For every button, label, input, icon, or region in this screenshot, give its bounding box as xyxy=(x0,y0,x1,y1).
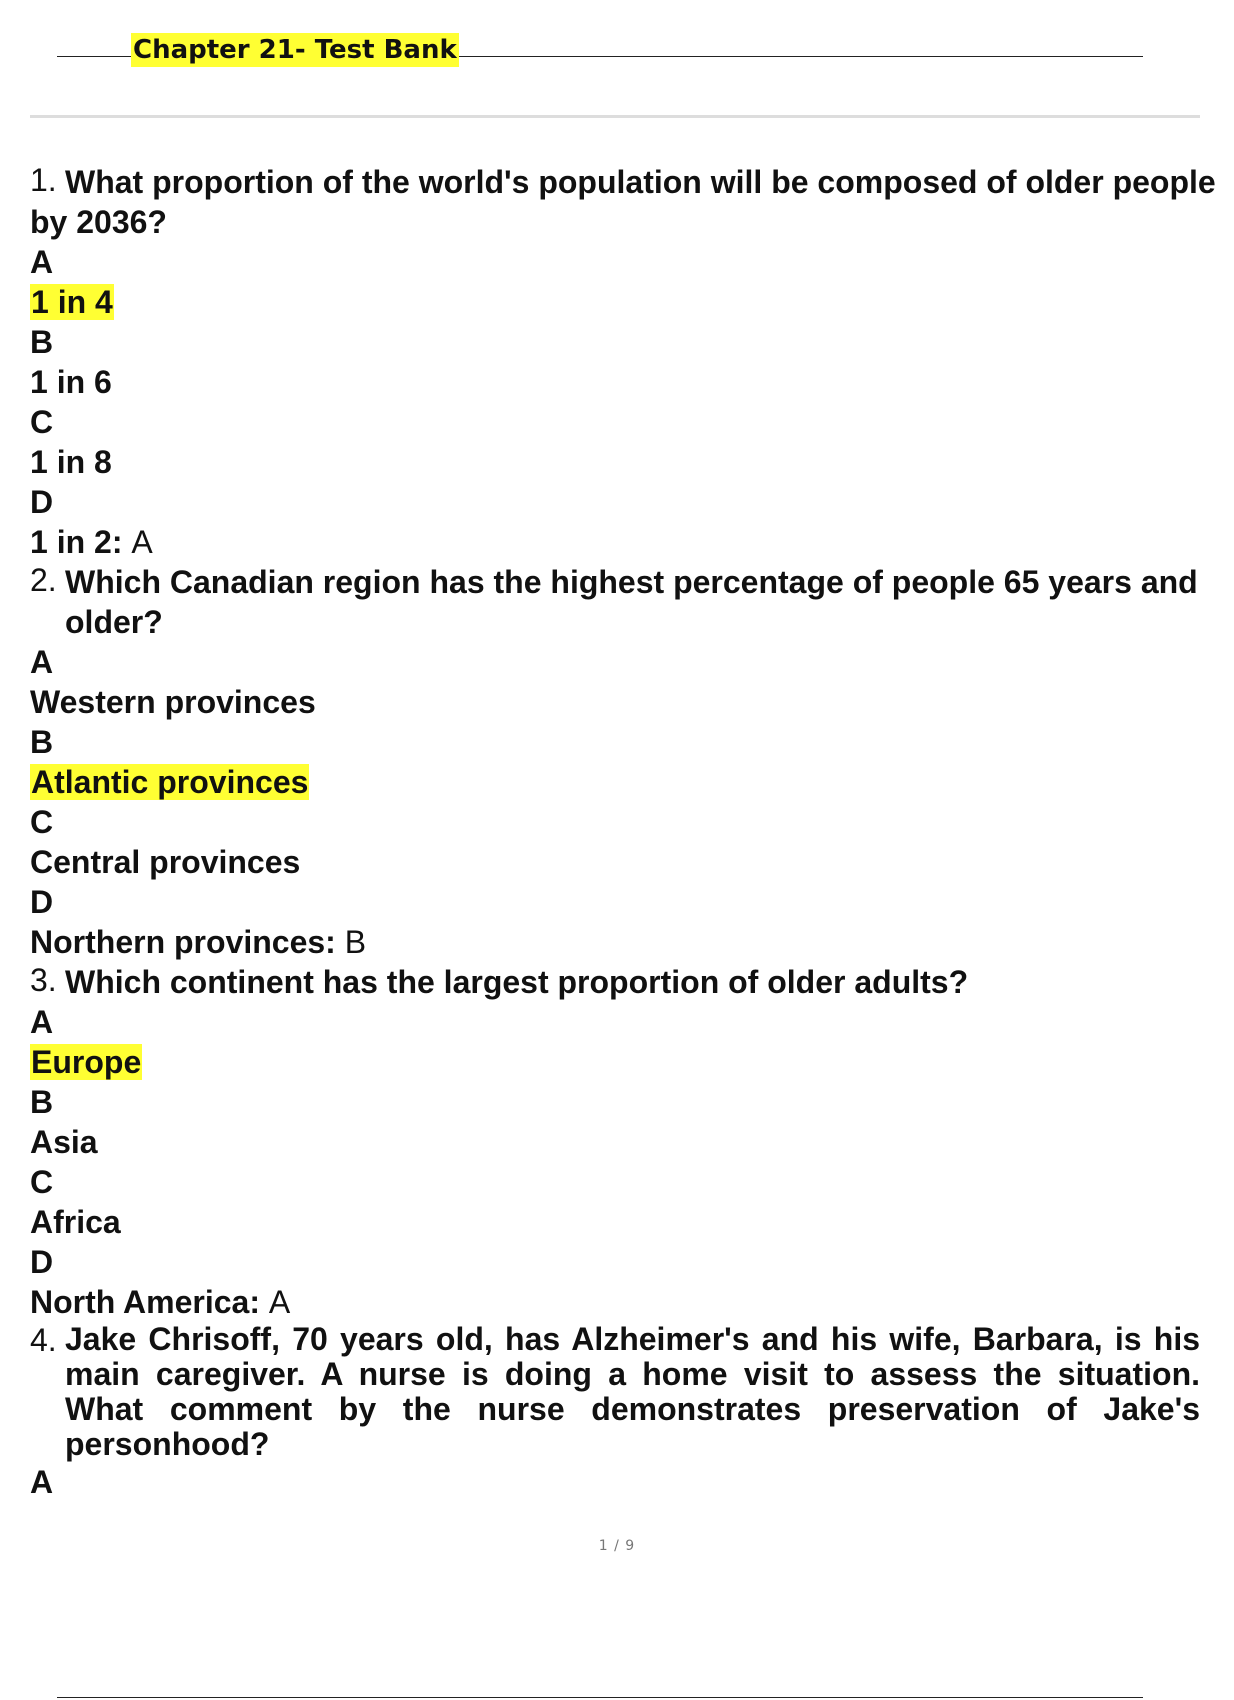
option-letter: C xyxy=(30,404,54,440)
question-text: Jake Chrisoff, 70 years old, has Alzheimer's and his wife, Barbara, is his main caregiver. A nurse is doing a home visit to assess the situation. What comment by the nurse demonstrates preservation of Jake's personhood? xyxy=(65,1321,1200,1462)
option-letter: C xyxy=(30,804,54,840)
option-text: Asia xyxy=(30,1124,98,1160)
question-number: 1. xyxy=(30,162,57,198)
option-letter: D xyxy=(30,1244,54,1280)
option-text: Africa xyxy=(30,1204,121,1240)
option-text-correct xyxy=(30,282,1200,322)
question-text: Which continent has the largest proportion of older adults? xyxy=(65,964,969,1000)
answer-highlight: 1 in 4 xyxy=(31,284,113,320)
option-letter: D xyxy=(30,884,54,920)
option-text-correct xyxy=(30,1042,1200,1082)
option-letter: C xyxy=(30,1164,54,1200)
option-letter: B xyxy=(30,724,54,760)
option-letter: A xyxy=(30,244,54,280)
option-letter: D xyxy=(30,484,54,520)
page-indicator: 1 / 9 xyxy=(598,1538,636,1554)
question-number: 2. xyxy=(30,562,57,598)
option-text: North America: xyxy=(30,1284,260,1320)
question-text-continued: older? xyxy=(65,604,163,640)
answer-highlight: Europe xyxy=(31,1044,142,1080)
option-text: 1 in 8 xyxy=(30,444,112,480)
option-text-with-answer xyxy=(30,1282,1200,1322)
header-divider xyxy=(30,115,1200,118)
option-text: Western provinces xyxy=(30,684,316,720)
page-title: Chapter 21- Test Bank xyxy=(133,35,457,65)
option-letter: A xyxy=(30,1004,54,1040)
answer-key: B xyxy=(344,924,367,960)
answer-highlight: Atlantic provinces xyxy=(31,764,309,800)
question-3 xyxy=(30,962,1200,1002)
option-text-with-answer xyxy=(30,522,1200,562)
option-text-correct xyxy=(30,762,1200,802)
question-text-continued: by 2036? xyxy=(30,204,167,240)
question-4 xyxy=(30,1322,1200,1462)
question-number: 4. xyxy=(30,1322,57,1358)
option-letter: B xyxy=(30,324,54,360)
option-letter: A xyxy=(30,1464,54,1500)
option-text: Northern provinces: xyxy=(30,924,336,960)
question-text: What proportion of the world's population will be composed of older people xyxy=(65,164,1216,200)
option-text: Central provinces xyxy=(30,844,301,880)
option-text: 1 in 2: xyxy=(30,524,123,560)
question-2 xyxy=(30,562,1200,642)
answer-key: A xyxy=(131,524,153,560)
question-list xyxy=(30,162,1216,1500)
option-text: 1 in 6 xyxy=(30,364,112,400)
question-number: 3. xyxy=(30,962,57,998)
answer-key: A xyxy=(268,1284,291,1320)
question-1 xyxy=(30,162,1216,202)
option-text xyxy=(30,1502,1200,1542)
footer-rule xyxy=(57,1697,1143,1698)
option-letter: A xyxy=(30,644,54,680)
question-text: Which Canadian region has the highest percentage of people 65 years and xyxy=(65,564,1198,600)
option-letter: B xyxy=(30,1084,54,1120)
option-text-with-answer xyxy=(30,922,1200,962)
